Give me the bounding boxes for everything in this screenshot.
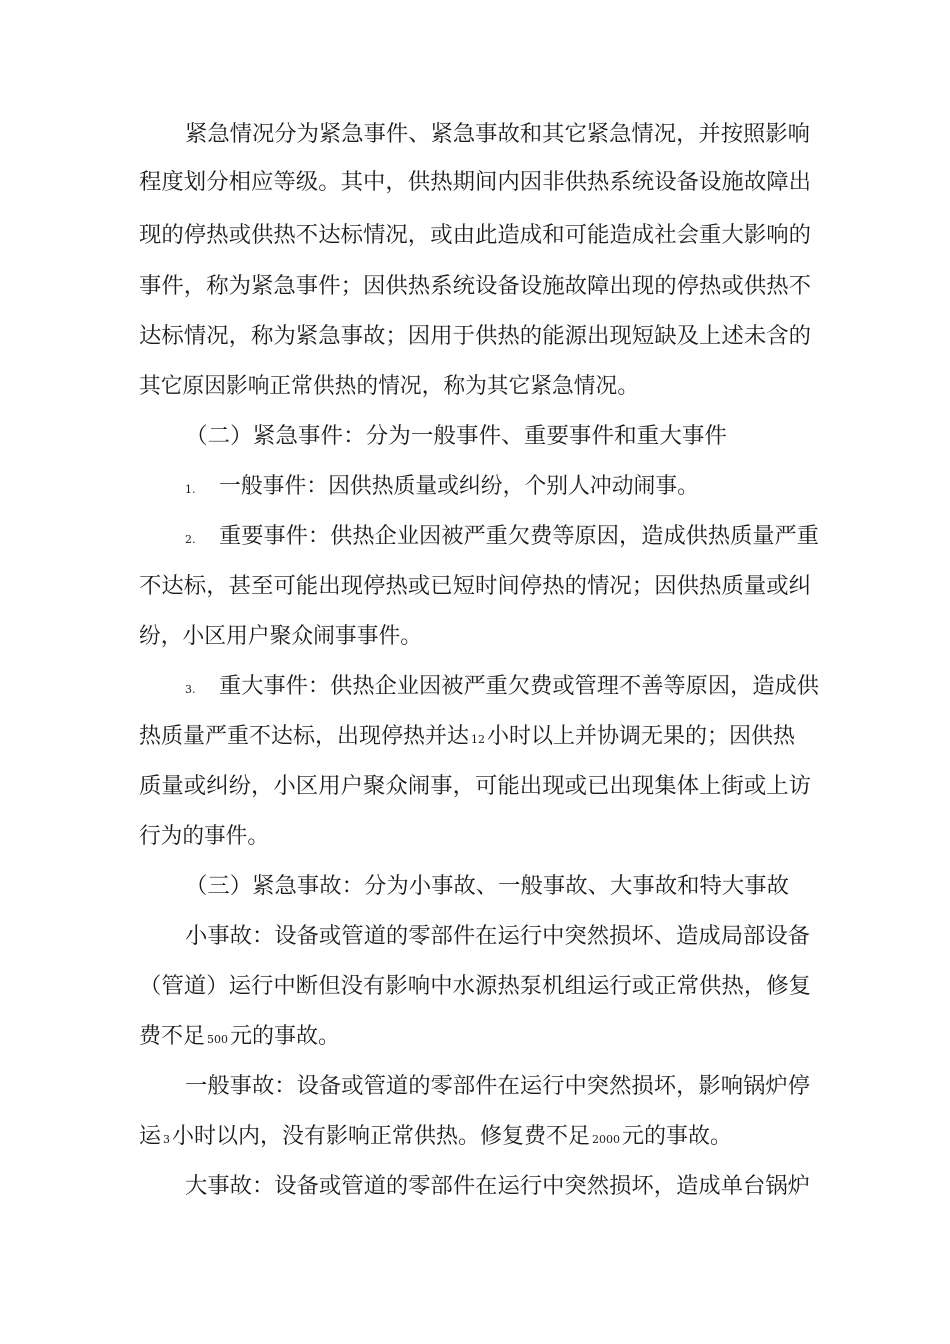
number-text: 3 [163, 1133, 171, 1146]
body-text-segment: 运 [139, 1124, 162, 1149]
body-text: （管道）运行中断但没有影响中水源热泵机组运行或正常供热，修复 [139, 974, 812, 999]
body-text: 大事故：设备或管道的零部件在运行中突然损坏，造成单台锅炉 [185, 1174, 811, 1199]
list-item-number: 2. [185, 533, 196, 546]
body-text-line [0, 1067, 950, 1107]
body-text-segment: 小时以上并协调无果的；因供热 [487, 724, 796, 749]
body-text-line [0, 115, 950, 155]
body-text: 一般事故：设备或管道的零部件在运行中突然损坏，影响锅炉停 [185, 1074, 811, 1099]
body-text: 质量或纠纷，小区用户聚众闹事，可能出现或已出现集体上街或上访 [139, 774, 812, 799]
list-item-number: 1. [185, 483, 196, 496]
body-text-line [0, 817, 950, 857]
body-text-segment: 元的事故。 [230, 1024, 341, 1049]
body-text-line [0, 216, 950, 256]
section-heading-line [0, 867, 950, 907]
body-text: 纷，小区用户聚众闹事事件。 [139, 624, 423, 649]
list-item-text: 一般事件：因供热质量或纠纷，个别人冲动闹事。 [218, 474, 699, 499]
section-heading: （三）紧急事故：分为小事故、一般事故、大事故和特大事故 [185, 874, 789, 899]
body-text-segment: 热质量严重不达标，出现停热并达 [139, 724, 470, 749]
body-text: 达标情况，称为紧急事故；因用于供热的能源出现短缺及上述未含的 [139, 324, 812, 349]
list-item-line [0, 467, 950, 507]
body-text: 事件，称为紧急事件；因供热系统设备设施故障出现的停热或供热不 [139, 274, 812, 299]
body-text: 行为的事件。 [139, 824, 269, 849]
section-heading-line [0, 417, 950, 457]
body-text: 其它原因影响正常供热的情况，称为其它紧急情况。 [139, 374, 639, 399]
body-text: 程度划分相应等级。其中，供热期间内因非供热系统设备设施故障出 [139, 170, 812, 195]
body-text-segment: 元的事故。 [622, 1124, 733, 1149]
body-text: 现的停热或供热不达标情况，或由此造成和可能造成社会重大影响的 [139, 223, 812, 248]
body-text-line [0, 317, 950, 357]
list-item-line [0, 517, 950, 557]
section-heading: （二）紧急事件：分为一般事件、重要事件和重大事件 [185, 424, 728, 449]
body-text-segment: 费不足 [139, 1024, 206, 1049]
body-text-line [0, 567, 950, 607]
body-text-line [0, 617, 950, 657]
body-text-line [0, 717, 950, 757]
body-text-line [0, 1167, 950, 1207]
body-text-line [0, 367, 950, 407]
list-item-line [0, 667, 950, 707]
body-text-line [0, 1017, 950, 1057]
body-text-segment: 小时以内，没有影响正常供热。修复费不足 [172, 1124, 591, 1149]
body-text-line [0, 1117, 950, 1157]
body-text: 紧急情况分为紧急事件、紧急事故和其它紧急情况，并按照影响 [185, 122, 811, 147]
list-item-text: 重要事件：供热企业因被严重欠费等原因，造成供热质量严重 [218, 524, 819, 549]
body-text-line [0, 917, 950, 957]
body-text: 小事故：设备或管道的零部件在运行中突然损坏、造成局部设备 [185, 924, 811, 949]
body-text-line [0, 967, 950, 1007]
number-text: 12 [471, 733, 486, 746]
number-text: 2000 [592, 1133, 621, 1146]
list-item-number: 3. [185, 683, 196, 696]
body-text-line [0, 267, 950, 307]
body-text-line [0, 163, 950, 203]
number-text: 500 [207, 1033, 229, 1046]
body-text: 不达标，甚至可能出现停热或已短时间停热的情况；因供热质量或纠 [139, 574, 812, 599]
list-item-text: 重大事件：供热企业因被严重欠费或管理不善等原因，造成供 [218, 674, 819, 699]
body-text-line [0, 767, 950, 807]
